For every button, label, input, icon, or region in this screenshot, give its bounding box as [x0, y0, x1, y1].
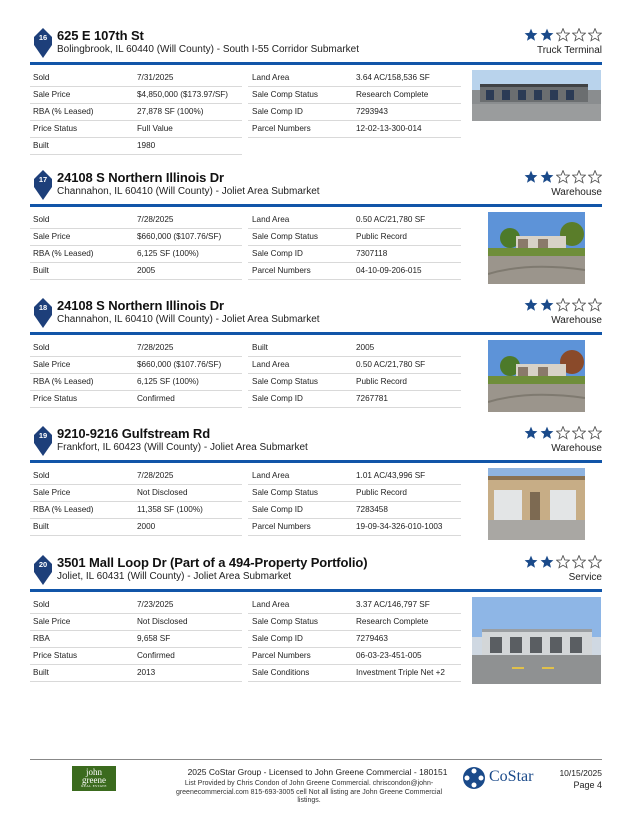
- star-filled-icon: [540, 555, 554, 569]
- section-rule: [30, 332, 602, 335]
- property-address: Channahon, IL 60410 (Will County) - Joliet Area Submarket: [57, 314, 320, 325]
- property-type: Service: [568, 572, 602, 583]
- property-address: Joliet, IL 60431 (Will County) - Joliet Area Submarket: [57, 571, 292, 582]
- field-label: Sold: [33, 471, 50, 480]
- field-label: Parcel Numbers: [252, 266, 311, 275]
- field-value: 19-09-34-326-010-1003: [356, 522, 443, 531]
- field-value: 9,658 SF: [137, 634, 171, 643]
- table-row: [30, 70, 461, 87]
- table-row: [30, 374, 461, 391]
- field-label: Sale Comp Status: [252, 617, 318, 626]
- row-divider: [248, 407, 461, 408]
- table-row: [30, 519, 461, 536]
- property-title[interactable]: 3501 Mall Loop Dr (Part of a 494-Property Portfolio): [57, 555, 368, 570]
- row-divider: [30, 279, 242, 280]
- pin-number: 20: [38, 560, 48, 569]
- property-type: Warehouse: [551, 315, 602, 326]
- field-value: 7/28/2025: [137, 215, 174, 224]
- field-label: Sale Comp Status: [252, 90, 318, 99]
- footer-provider: List Provided by Chris Condon of John Greene Commercial. chriscondon@john-greenecommercial.com 815-693-3005 cell Not all listing are John Greene Commercial listings.: [175, 780, 443, 804]
- row-divider: [30, 154, 242, 155]
- field-value: Public Record: [356, 488, 407, 497]
- field-value: 2005: [356, 343, 375, 352]
- star-empty-icon: [588, 426, 602, 440]
- star-empty-icon: [556, 298, 570, 312]
- costar-logo-text: CoStar: [489, 768, 534, 785]
- field-value: 7/23/2025: [137, 600, 174, 609]
- table-row: [30, 138, 461, 155]
- pin-number: 18: [38, 303, 48, 312]
- table-row: [30, 212, 461, 229]
- field-label: Sale Price: [33, 232, 71, 241]
- field-label: Land Area: [252, 471, 290, 480]
- row-divider: [30, 535, 242, 536]
- field-value: 7/31/2025: [137, 73, 174, 82]
- star-empty-icon: [556, 170, 570, 184]
- pin-number: 16: [38, 33, 48, 42]
- property-title[interactable]: 625 E 107th St: [57, 28, 144, 43]
- star-filled-icon: [540, 170, 554, 184]
- field-value: 6,125 SF (100%): [137, 377, 199, 386]
- star-filled-icon: [524, 298, 538, 312]
- section-rule: [30, 460, 602, 463]
- section-rule: [30, 204, 602, 207]
- field-value: 7267781: [356, 394, 388, 403]
- field-label: Land Area: [252, 600, 290, 609]
- star-empty-icon: [556, 28, 570, 42]
- table-row: [30, 357, 461, 374]
- field-value: Public Record: [356, 377, 407, 386]
- costar-logo-icon: [462, 766, 486, 790]
- star-empty-icon: [572, 170, 586, 184]
- pin-number: 17: [38, 175, 48, 184]
- property-type: Warehouse: [551, 443, 602, 454]
- field-label: Sale Conditions: [252, 668, 310, 677]
- property-photo[interactable]: [488, 212, 585, 284]
- field-label: RBA (% Leased): [33, 505, 94, 514]
- row-divider: [248, 681, 461, 682]
- field-value: 3.64 AC/158,536 SF: [356, 73, 430, 82]
- property-address: Frankfort, IL 60423 (Will County) - Joliet Area Submarket: [57, 442, 308, 453]
- star-rating: [522, 28, 602, 42]
- field-label: Land Area: [252, 73, 290, 82]
- field-label: Sale Price: [33, 617, 71, 626]
- property-photo[interactable]: [488, 340, 585, 412]
- table-row: [30, 246, 461, 263]
- field-value: 7/28/2025: [137, 471, 174, 480]
- field-label: RBA (% Leased): [33, 249, 94, 258]
- table-row: [30, 391, 461, 408]
- property-type: Warehouse: [551, 187, 602, 198]
- map-pin-icon: [34, 555, 52, 585]
- field-label: Sale Price: [33, 488, 71, 497]
- field-label: Parcel Numbers: [252, 124, 311, 133]
- property-type: Truck Terminal: [536, 45, 602, 56]
- property-title[interactable]: 24108 S Northern Illinois Dr: [57, 298, 224, 313]
- map-pin-icon: [34, 28, 52, 58]
- table-row: [30, 614, 461, 631]
- field-label: Parcel Numbers: [252, 651, 311, 660]
- field-value: 7283458: [356, 505, 388, 514]
- field-value: 0.50 AC/21,780 SF: [356, 215, 426, 224]
- field-value: 2005: [137, 266, 156, 275]
- section-rule: [30, 62, 602, 65]
- field-label: Sale Comp ID: [252, 634, 303, 643]
- row-divider: [248, 535, 461, 536]
- star-filled-icon: [524, 170, 538, 184]
- field-value: Not Disclosed: [137, 488, 188, 497]
- table-row: [30, 597, 461, 614]
- table-row: [30, 648, 461, 665]
- star-filled-icon: [524, 555, 538, 569]
- section-rule: [30, 589, 602, 592]
- field-label: Land Area: [252, 215, 290, 224]
- star-empty-icon: [572, 28, 586, 42]
- field-value: 1.01 AC/43,996 SF: [356, 471, 426, 480]
- field-value: Investment Triple Net +2: [356, 668, 445, 677]
- field-value: Full Value: [137, 124, 173, 133]
- star-empty-icon: [572, 426, 586, 440]
- field-value: 7279463: [356, 634, 388, 643]
- field-value: 04-10-09-206-015: [356, 266, 422, 275]
- footer-date: 10/15/2025: [559, 768, 602, 778]
- table-row: [30, 263, 461, 280]
- map-pin-icon: [34, 426, 52, 456]
- field-label: Price Status: [33, 394, 78, 403]
- field-value: 06-03-23-451-005: [356, 651, 422, 660]
- star-empty-icon: [572, 298, 586, 312]
- field-value: Public Record: [356, 232, 407, 241]
- page-number: Page 4: [573, 780, 602, 790]
- table-row: [30, 502, 461, 519]
- field-value: $4,850,000 ($173.97/SF): [137, 90, 229, 99]
- table-row: [30, 665, 461, 682]
- table-row: [30, 87, 461, 104]
- star-filled-icon: [524, 28, 538, 42]
- field-label: Sale Comp Status: [252, 232, 318, 241]
- table-row: [30, 631, 461, 648]
- field-label: Built: [33, 668, 49, 677]
- property-photo[interactable]: [488, 468, 585, 540]
- property-address: Channahon, IL 60410 (Will County) - Joliet Area Submarket: [57, 186, 320, 197]
- field-value: 2013: [137, 668, 156, 677]
- field-label: Price Status: [33, 651, 78, 660]
- field-label: Sale Price: [33, 360, 71, 369]
- star-filled-icon: [540, 28, 554, 42]
- field-value: 7/28/2025: [137, 343, 174, 352]
- row-divider: [30, 681, 242, 682]
- footer-divider: [30, 759, 602, 760]
- star-filled-icon: [524, 426, 538, 440]
- field-value: $660,000 ($107.76/SF): [137, 232, 222, 241]
- star-empty-icon: [588, 298, 602, 312]
- star-empty-icon: [588, 555, 602, 569]
- field-label: Land Area: [252, 360, 290, 369]
- table-row: [30, 468, 461, 485]
- star-rating: [522, 298, 602, 312]
- field-label: Price Status: [33, 124, 78, 133]
- star-filled-icon: [540, 298, 554, 312]
- table-row: [30, 104, 461, 121]
- table-row: [30, 229, 461, 246]
- star-rating: [522, 170, 602, 184]
- field-label: RBA: [33, 634, 50, 643]
- property-title[interactable]: 24108 S Northern Illinois Dr: [57, 170, 224, 185]
- field-value: 0.50 AC/21,780 SF: [356, 360, 426, 369]
- field-label: Built: [33, 141, 49, 150]
- star-empty-icon: [556, 426, 570, 440]
- field-label: Sale Comp Status: [252, 488, 318, 497]
- field-label: Sold: [33, 600, 50, 609]
- table-row: [30, 485, 461, 502]
- pin-number: 19: [38, 431, 48, 440]
- field-label: Sale Comp ID: [252, 249, 303, 258]
- field-value: 7293943: [356, 107, 388, 116]
- footer-license: 2025 CoStar Group - Licensed to John Greene Commercial - 180151: [187, 767, 448, 777]
- star-rating: [522, 555, 602, 569]
- property-photo[interactable]: [472, 597, 601, 684]
- field-label: Parcel Numbers: [252, 522, 311, 531]
- field-value: 6,125 SF (100%): [137, 249, 199, 258]
- field-label: Sold: [33, 73, 50, 82]
- field-value: 12-02-13-300-014: [356, 124, 422, 133]
- field-label: Sale Price: [33, 90, 71, 99]
- field-value: 3.37 AC/146,797 SF: [356, 600, 430, 609]
- field-value: 27,878 SF (100%): [137, 107, 204, 116]
- field-value: 2000: [137, 522, 156, 531]
- row-divider: [30, 407, 242, 408]
- field-value: 11,358 SF (100%): [137, 505, 203, 514]
- field-label: RBA (% Leased): [33, 377, 94, 386]
- field-value: 7307118: [356, 249, 388, 258]
- field-label: Built: [33, 266, 49, 275]
- field-value: Not Disclosed: [137, 617, 188, 626]
- field-label: Built: [33, 522, 49, 531]
- field-label: Built: [252, 343, 268, 352]
- field-value: Confirmed: [137, 651, 175, 660]
- field-value: Research Complete: [356, 617, 429, 626]
- map-pin-icon: [34, 298, 52, 328]
- field-label: Sale Comp ID: [252, 107, 303, 116]
- field-label: Sold: [33, 343, 50, 352]
- field-label: RBA (% Leased): [33, 107, 94, 116]
- map-pin-icon: [34, 170, 52, 200]
- john-greene-logo: john greene REAL ESTATE: [72, 766, 116, 791]
- field-label: Sale Comp Status: [252, 377, 318, 386]
- property-title[interactable]: 9210-9216 Gulfstream Rd: [57, 426, 211, 441]
- field-value: Confirmed: [137, 394, 175, 403]
- field-label: Sale Comp ID: [252, 394, 303, 403]
- table-row: [30, 121, 461, 138]
- property-address: Bolingbrook, IL 60440 (Will County) - South I-55 Corridor Submarket: [57, 44, 359, 55]
- star-rating: [522, 426, 602, 440]
- field-value: 1980: [137, 141, 156, 150]
- field-label: Sold: [33, 215, 50, 224]
- field-value: $660,000 ($107.76/SF): [137, 360, 222, 369]
- star-empty-icon: [588, 170, 602, 184]
- field-value: Research Complete: [356, 90, 429, 99]
- row-divider: [248, 279, 461, 280]
- star-filled-icon: [540, 426, 554, 440]
- star-empty-icon: [572, 555, 586, 569]
- star-empty-icon: [556, 555, 570, 569]
- property-photo[interactable]: [472, 70, 601, 121]
- star-empty-icon: [588, 28, 602, 42]
- table-row: [30, 340, 461, 357]
- field-label: Sale Comp ID: [252, 505, 303, 514]
